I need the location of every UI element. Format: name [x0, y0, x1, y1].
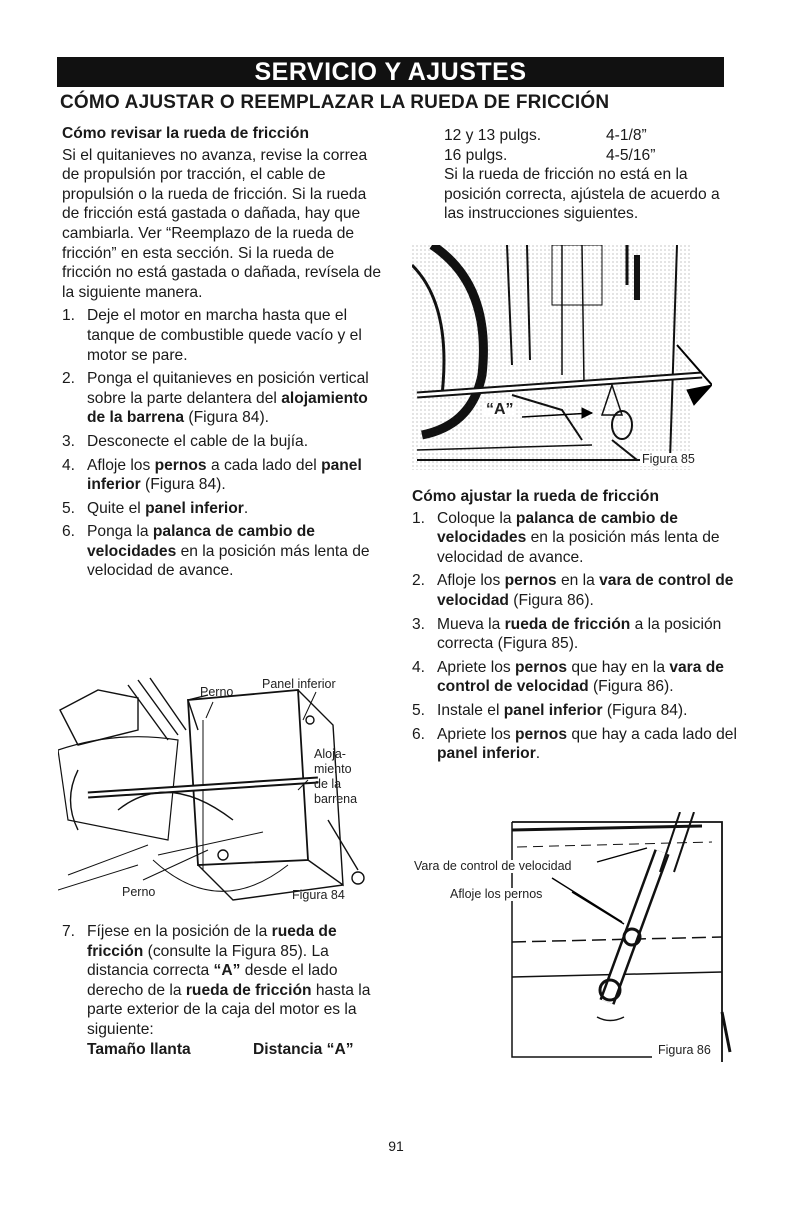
figure-84-caption: Figura 84	[292, 888, 345, 902]
list-item: 2. Afloje los pernos en la vara de control de velocidad (Figura 86).	[412, 572, 734, 609]
right-column	[412, 126, 742, 224]
section-banner: SERVICIO Y AJUSTES	[57, 57, 724, 87]
label-alojamiento-3: de la	[314, 777, 342, 791]
figure-85-caption: Figura 85	[642, 452, 695, 466]
step-7-block	[62, 922, 382, 1059]
list-item: 7. Fíjese en la posición de la rueda de fricción (consulte la Figura 85). La distancia correcta “A” desde el lado derecho de la rueda de fricción hasta la parte exterior de la caja del motor es la siguiente: Tamaño llanta Distancia “A”	[62, 922, 382, 1059]
right-intro: Si la rueda de fricción no está en la posición correcta, ajústela de acuerdo a las instrucciones siguientes.	[444, 166, 720, 223]
left-column	[62, 124, 382, 585]
figure-86	[412, 812, 742, 1072]
list-item: 3. Mueva la rueda de fricción a la posición correcta (Figura 85).	[412, 615, 722, 653]
adjust-section	[412, 487, 742, 768]
list-item: 3. Desconecte el cable de la bujía.	[62, 432, 309, 450]
adjust-heading: Cómo ajustar la rueda de fricción	[412, 488, 659, 505]
label-perno-top: Perno	[200, 685, 234, 699]
list-item: 6. Apriete los pernos que hay a cada lado del panel inferior.	[412, 725, 737, 763]
label-vara-control: Vara de control de velocidad	[414, 859, 572, 873]
figure-85-illustration	[412, 245, 712, 470]
list-item: 1. Coloque la palanca de cambio de velocidades en la posición más lenta de velocidad de avance.	[412, 509, 720, 566]
page-number: 91	[388, 1138, 404, 1154]
label-alojamiento-1: Aloja-	[314, 747, 346, 761]
table-row: 16 pulgs. 4-5/16”	[444, 146, 656, 164]
list-item: 4. Afloje los pernos a cada lado del panel inferior (Figura 84).	[62, 456, 362, 494]
figure-85	[412, 245, 712, 470]
adjust-steps	[412, 509, 742, 764]
label-perno-bottom: Perno	[122, 885, 156, 899]
page-title: CÓMO AJUSTAR O REEMPLAZAR LA RUEDA DE FRICCIÓN	[60, 92, 610, 113]
check-heading: Cómo revisar la rueda de fricción	[62, 125, 309, 142]
label-distance-a: “A”	[486, 401, 514, 418]
check-steps	[62, 306, 382, 581]
label-alojamiento-2: miento	[314, 762, 352, 776]
list-item: 4. Apriete los pernos que hay en la vara de control de velocidad (Figura 86).	[412, 658, 724, 696]
list-item: 2. Ponga el quitanieves en posición vertical sobre la parte delantera del alojamiento de la barrena (Figura 84).	[62, 370, 369, 427]
table-row: 12 y 13 pulgs. 4-1/8”	[444, 127, 647, 144]
distance-table-header: Tamaño llanta Distancia “A”	[87, 1040, 354, 1058]
check-intro: Si el quitanieves no avanza, revise la correa de propulsión por tracción, el cable de propulsión o la rueda de fricción. Si la rueda de fricción está gastada o dañada, hay que cambiarla. Ver “Reemplazo de la rueda de fricción” en esta sección. Si la rueda de fricción no está gastada o dañada, revísela de la siguiente manera.	[62, 146, 382, 301]
list-item: 6. Ponga la palanca de cambio de velocidades en la posición más lenta de velocidad de avance.	[62, 523, 370, 580]
label-afloje-pernos: Afloje los pernos	[450, 887, 543, 901]
label-panel-inferior: Panel inferior	[262, 677, 336, 691]
label-alojamiento-4: barrena	[314, 792, 358, 806]
list-item: 5. Instale el panel inferior (Figura 84).	[412, 701, 688, 719]
list-item: 1. Deje el motor en marcha hasta que el tanque de combustible quede vacío y el motor se pare.	[62, 307, 362, 364]
figure-86-illustration	[412, 812, 742, 1072]
figure-84	[58, 670, 378, 910]
figure-86-caption: Figura 86	[658, 1043, 711, 1057]
list-item: 5. Quite el panel inferior.	[62, 499, 249, 517]
